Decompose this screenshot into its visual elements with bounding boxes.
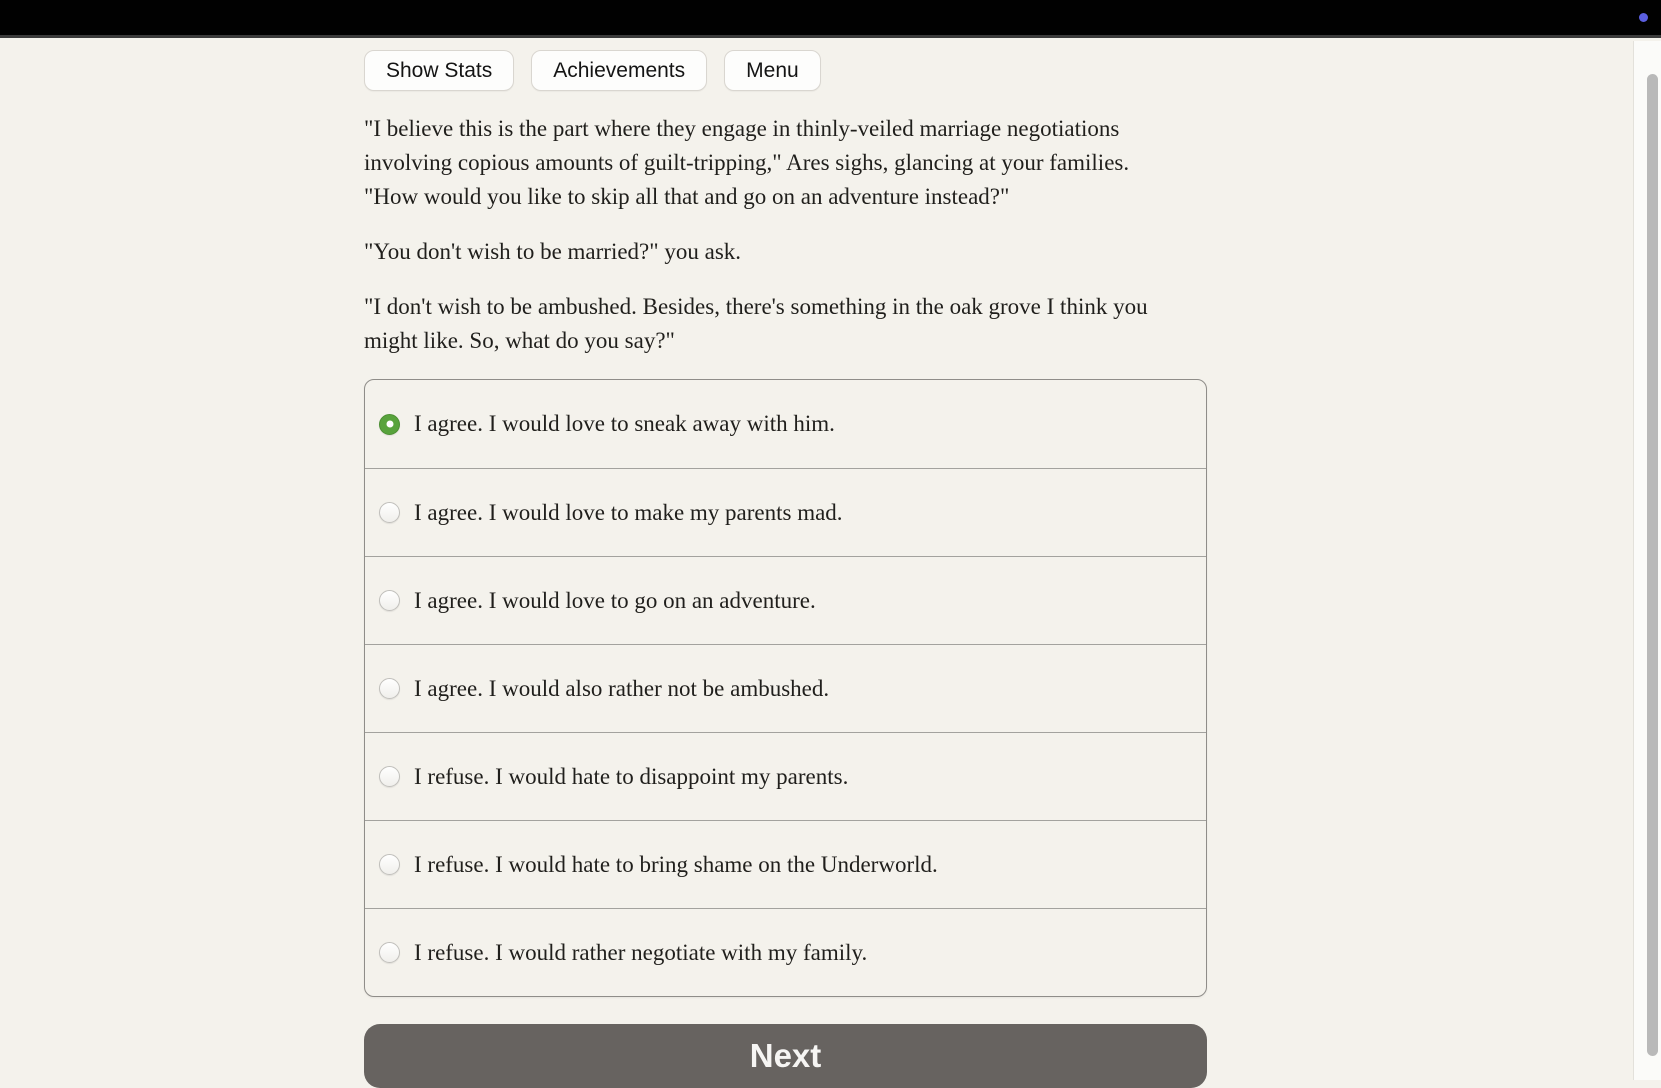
choice-label: I agree. I would love to go on an adventure.: [414, 587, 816, 613]
choice-label: I agree. I would love to make my parents mad.: [414, 499, 843, 525]
notification-dot-icon: [1639, 13, 1648, 22]
choice-label: I refuse. I would rather negotiate with my family.: [414, 939, 868, 965]
choice-option-1[interactable]: [365, 380, 1206, 468]
choice-option-7[interactable]: [365, 908, 1206, 996]
choice-option-5[interactable]: [365, 732, 1206, 820]
story-paragraph: "You don't wish to be married?" you ask.: [364, 239, 742, 264]
choice-label: I refuse. I would hate to bring shame on the Underworld.: [414, 851, 938, 877]
choice-option-6[interactable]: [365, 820, 1206, 908]
radio-button-icon[interactable]: [379, 766, 400, 787]
story-text: [364, 112, 1186, 358]
radio-button-icon[interactable]: [379, 854, 400, 875]
choice-label: I agree. I would love to sneak away with him.: [414, 411, 835, 436]
achievements-button[interactable]: Achievements: [531, 50, 707, 91]
toolbar: [364, 50, 1207, 91]
radio-button-icon[interactable]: [379, 590, 400, 611]
radio-button-icon[interactable]: [379, 678, 400, 699]
menu-button[interactable]: Menu: [724, 50, 821, 91]
choice-option-4[interactable]: [365, 644, 1206, 732]
choice-option-3[interactable]: [365, 556, 1206, 644]
radio-button-icon[interactable]: [379, 942, 400, 963]
scrollbar-track[interactable]: [1633, 41, 1661, 1080]
radio-button-icon[interactable]: [379, 502, 400, 523]
choice-list: [364, 379, 1207, 997]
story-paragraph: "I don't wish to be ambushed. Besides, there's something in the oak grove I think you might like. So, what do you say?": [364, 294, 1148, 353]
game-content: [364, 41, 1207, 1088]
next-button[interactable]: Next: [364, 1024, 1207, 1088]
show-stats-button[interactable]: Show Stats: [364, 50, 514, 91]
story-paragraph: "I believe this is the part where they engage in thinly-veiled marriage negotiations involving copious amounts of guilt-tripping," Ares sighs, glancing at your families. "How would you like to skip all that and go on an adventure instead?": [364, 116, 1130, 209]
choice-label: I refuse. I would hate to disappoint my parents.: [414, 763, 849, 789]
choice-option-2[interactable]: [365, 468, 1206, 556]
radio-button-icon[interactable]: [379, 414, 400, 435]
choice-label: I agree. I would also rather not be ambushed.: [414, 675, 830, 701]
top-window-bar: [0, 0, 1661, 38]
scrollbar-thumb[interactable]: [1647, 74, 1658, 1056]
